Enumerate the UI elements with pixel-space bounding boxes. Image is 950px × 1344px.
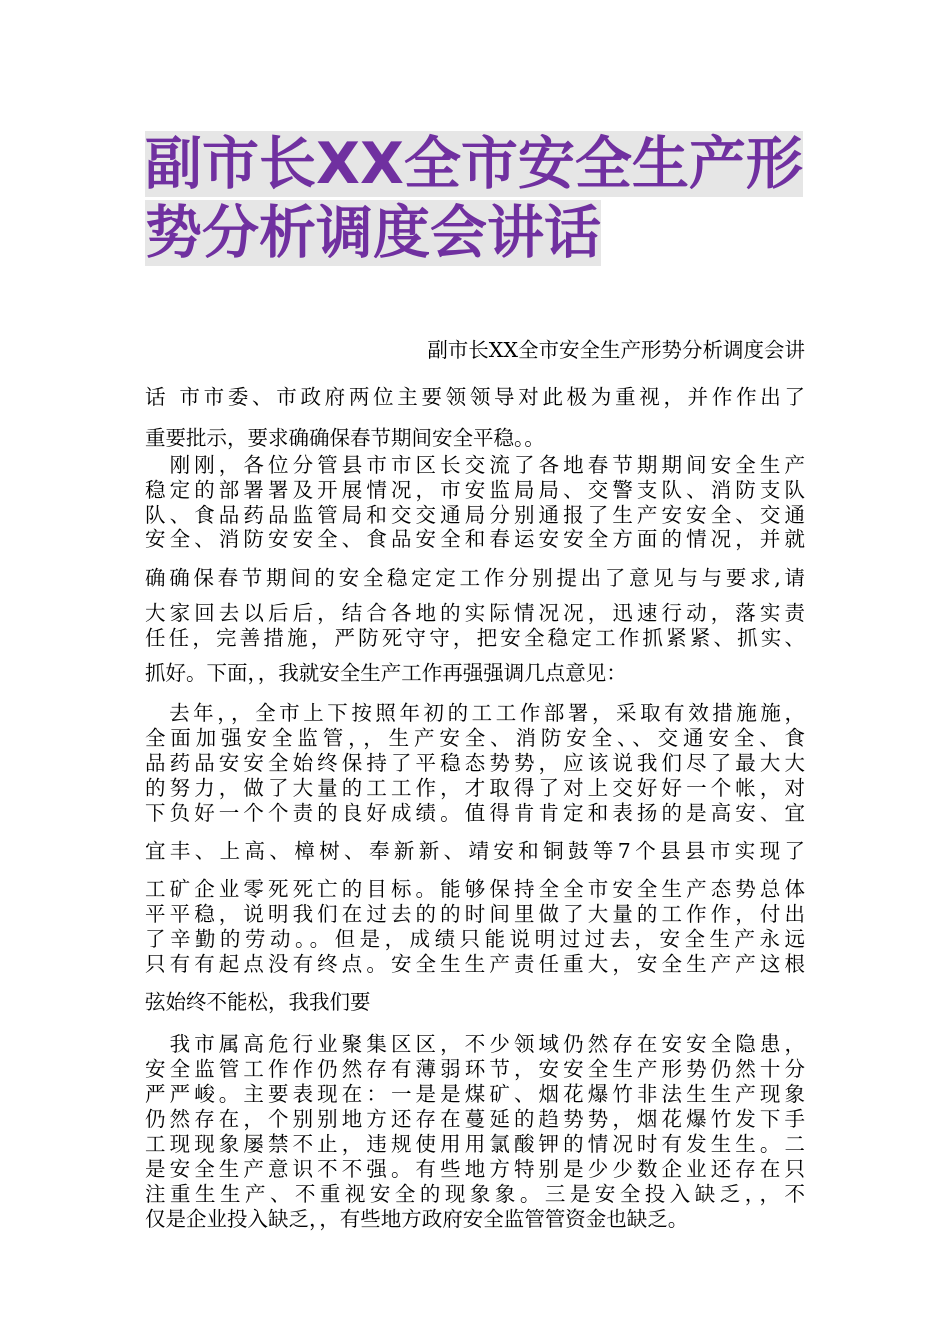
text-line: 我市属高危行业聚集区区，不少领域仍然存在安安全隐患， — [145, 1032, 805, 1056]
text-line: 队、食品药品监管局和交交通局分别通报了生产安安全、交通 — [145, 503, 805, 527]
text-line: 仍然存在，个别别地方还存在蔓延的趋势势，烟花爆竹发下手 — [145, 1107, 805, 1131]
text-line: 安全、消防安安全、食品安全和春运安安全方面的情况，并就 — [145, 527, 805, 551]
document-subtitle: 副市长XX全市安全生产形势分析调度会讲 — [427, 338, 805, 362]
text-line: 工矿企业零死死亡的目标。能够保持全全市安全生产态势总体 — [145, 877, 805, 901]
text-line: 任任，完善措施，严防死守守，把安全稳定工作抓紧紧、抓实、 — [145, 626, 805, 650]
text-line: 仅是企业投入缺乏，，有些地方政府安全监管管资金也缺乏。 — [145, 1207, 689, 1231]
text-line: 话 市市委、市政府两位主要领领导对此极为重视，并作作出了 — [145, 385, 805, 409]
title-line-2: 势分析调度会讲话 — [145, 200, 601, 266]
text-line: 下负好一个个责的良好成绩。值得肯肯定和表扬的是高安、宜 — [145, 801, 805, 825]
text-line: 弦始终不能松，我我们要 — [145, 990, 371, 1014]
text-line: 大家回去以后后，结合各地的实际情况况，迅速行动，落实责 — [145, 601, 805, 625]
text-line: 是安全生产意识不不强。有些地方特别是少少数企业还存在只 — [145, 1157, 805, 1181]
text-line: 去年，，全市上下按照年初的工工作部署，采取有效措施施， — [145, 701, 805, 725]
text-line: 注重生生产、不重视安全的现象象。三是安全投入缺乏，，不 — [145, 1182, 805, 1206]
title-line-1: 副市长XX全市安全生产形 — [145, 131, 803, 197]
text-line: 宜丰、上高、樟树、奉新新、靖安和铜鼓等7个县县市实现了 — [145, 839, 805, 863]
text-line: 平平稳，说明我们在过去的的时间里做了大量的工作作，付出 — [145, 902, 805, 926]
text-line: 重要批示，要求确确保春节期间安全平稳。。 — [145, 426, 545, 450]
text-line: 品药品安安全始终保持了平稳态势势，应该说我们尽了最大大 — [145, 751, 805, 775]
text-line: 稳定的部署署及开展情况，市安监局局、交警支队、消防支队 — [145, 478, 805, 502]
text-line: 了辛勤的劳动。。但是，成绩只能说明过过去，安全生产永远 — [145, 927, 805, 951]
text-line: 抓好。下面，，我就安全生产工作再强强调几点意见： — [145, 661, 627, 685]
text-line: 安全监管工作作仍然存有薄弱环节，安安全生产形势仍然十分 — [145, 1057, 805, 1081]
document-title — [145, 130, 825, 268]
text-line: 只有有起点没有终点。安全生生产责任重大，安全生产产这根 — [145, 952, 805, 976]
text-line: 严严峻。主要表现在：一是是煤矿、烟花爆竹非法生生产现象 — [145, 1082, 805, 1106]
text-line: 工现现象屡禁不止，违规使用用氯酸钾的情况时有发生生。二 — [145, 1132, 805, 1156]
text-line: 全面加强安全监管，，生产安全、消防安全、、交通安全、食 — [145, 726, 805, 750]
text-line: 的努力，做了大量的工工作，才取得了对上交好好一个帐，对 — [145, 776, 805, 800]
text-line: 确确保春节期间的安全稳定定工作分别提出了意见与与要求,请 — [145, 566, 805, 590]
text-line: 刚刚，各位分管县市市区长交流了各地春节期期间安全生产 — [145, 453, 805, 477]
